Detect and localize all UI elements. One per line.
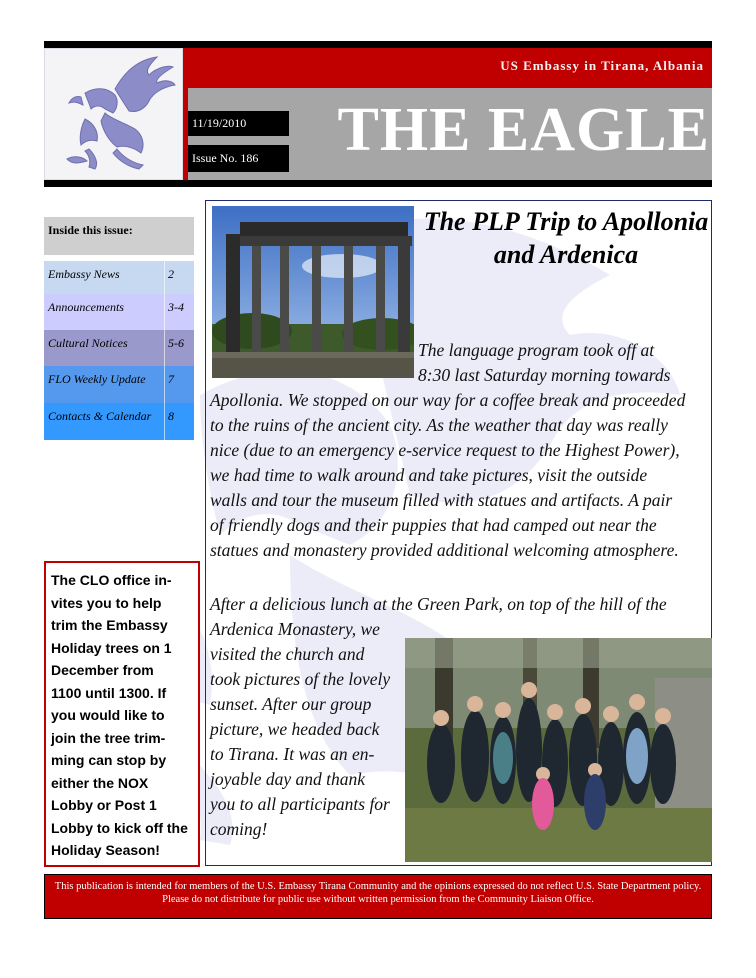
clo-line: either the NOX bbox=[51, 774, 149, 791]
clo-line: trim the Embassy bbox=[51, 617, 168, 633]
toc-item[interactable] bbox=[44, 330, 194, 367]
toc-item-label: Embassy News bbox=[48, 267, 120, 281]
article-line: picture, we headed back bbox=[210, 719, 380, 739]
toc-item[interactable] bbox=[44, 261, 194, 298]
eagle-logo-icon bbox=[45, 49, 182, 179]
article-line: Apollonia. We stopped on our way for a coffee break and proceeded bbox=[210, 390, 686, 410]
clo-line: vites you to help bbox=[51, 594, 162, 611]
embassy-name: US Embassy in Tirana, Albania bbox=[500, 58, 704, 73]
toc-item-page: 2 bbox=[168, 267, 174, 281]
toc-item[interactable] bbox=[44, 366, 194, 403]
article-line: to the ruins of the ancient city. As the weather that day was really bbox=[210, 415, 668, 435]
article-line: coming! bbox=[210, 819, 268, 839]
article-line: we had time to walk around and take pictures, visit the outside bbox=[210, 465, 648, 485]
toc-item[interactable] bbox=[44, 403, 194, 440]
article-line: sunset. After our group bbox=[210, 694, 372, 714]
article-line: 8:30 last Saturday morning towards bbox=[418, 365, 671, 385]
toc-item-label: Contacts & Calendar bbox=[48, 409, 152, 423]
clo-line: you would like to bbox=[51, 707, 165, 723]
article-line: joyable day and thank bbox=[210, 769, 366, 789]
clo-line: Lobby or Post 1 bbox=[51, 797, 157, 813]
issue-date: 11/19/2010 bbox=[188, 111, 289, 136]
article-line: Ardenica Monastery, we bbox=[210, 619, 380, 639]
clo-notice-box bbox=[44, 561, 200, 867]
article-line: The language program took off at bbox=[418, 340, 655, 360]
clo-line: Holiday trees on 1 bbox=[51, 639, 172, 656]
article-line: walls and tour the museum filled with statues and artifacts. A pair bbox=[210, 490, 673, 510]
article-line: visited the church and bbox=[210, 644, 365, 664]
article-line: you to all participants for bbox=[210, 794, 390, 814]
toc-item-label: FLO Weekly Update bbox=[48, 372, 146, 386]
article-line: nice (due to an emergency e-service request to the Highest Power), bbox=[210, 440, 680, 460]
logo-box bbox=[44, 48, 183, 180]
bottom-rule bbox=[44, 180, 712, 187]
clo-line: ming can stop by bbox=[51, 752, 167, 768]
toc-heading: Inside this issue: bbox=[44, 217, 194, 255]
toc-item-page: 3-4 bbox=[168, 300, 184, 314]
footer-disclaimer: This publication is intended for members of the U.S. Embassy Tirana Community and the opinions expressed do not reflect U.S. State Department policy. Please do not distribute for public use without written permission from the Community Liaison Office. bbox=[44, 874, 712, 919]
toc-item-page: 5-6 bbox=[168, 336, 184, 350]
top-rule bbox=[44, 41, 712, 48]
clo-line: Lobby to kick off the bbox=[51, 819, 188, 836]
header-red-band bbox=[183, 48, 712, 88]
clo-notice-text bbox=[51, 569, 194, 862]
ruins-photo bbox=[212, 206, 414, 378]
article-line: took pictures of the lovely bbox=[210, 669, 391, 689]
clo-line: Holiday Season! bbox=[51, 842, 160, 858]
clo-line: December from bbox=[51, 662, 154, 678]
clo-line: 1100 until 1300. If bbox=[51, 684, 167, 701]
clo-line: join the tree trim- bbox=[51, 729, 166, 746]
clo-line: The CLO office in- bbox=[51, 572, 172, 588]
newsletter-title: THE EAGLE bbox=[337, 96, 710, 164]
article-line: After a delicious lunch at the Green Park, on top of the hill of the bbox=[210, 594, 667, 614]
toc-item-label: Announcements bbox=[48, 300, 124, 314]
article-title: The PLP Trip to Apollonia and Ardenica bbox=[423, 207, 709, 269]
toc-item[interactable] bbox=[44, 294, 194, 331]
article-line: of friendly dogs and their puppies that had camped out near the bbox=[210, 515, 657, 535]
toc-item-page: 7 bbox=[168, 372, 174, 386]
group-photo bbox=[405, 638, 712, 862]
article-line: statues and monastery provided additional welcoming atmosphere. bbox=[210, 540, 679, 560]
toc-item-page: 8 bbox=[168, 409, 174, 423]
article-line: to Tirana. It was an en- bbox=[210, 744, 375, 764]
toc-item-label: Cultural Notices bbox=[48, 336, 128, 350]
issue-number: Issue No. 186 bbox=[188, 145, 289, 172]
